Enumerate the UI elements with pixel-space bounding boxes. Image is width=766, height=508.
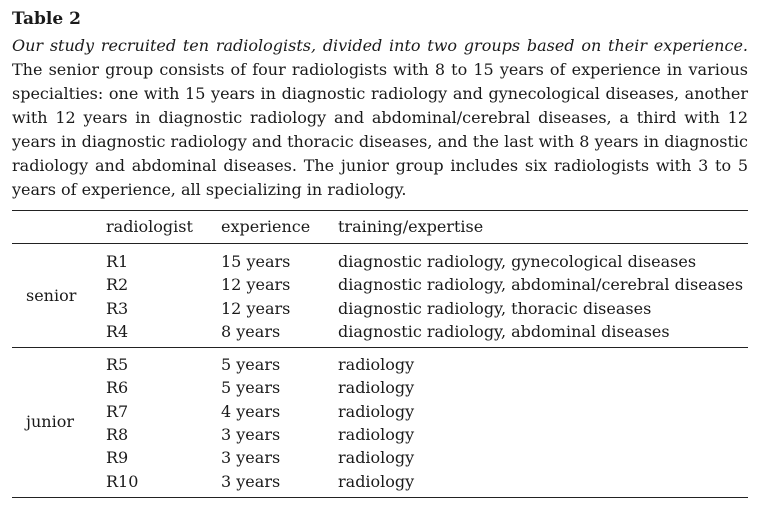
table-row-radiologist: R7 — [106, 402, 129, 421]
table-row-experience: 12 years — [221, 299, 291, 318]
table-row-experience: 8 years — [221, 322, 281, 341]
table-row-expertise: radiology — [338, 425, 415, 444]
table-row-radiologist: R5 — [106, 355, 129, 374]
table-row-experience: 12 years — [221, 275, 291, 294]
table-row-expertise: diagnostic radiology, abdominal diseases — [338, 322, 670, 341]
table-row-experience: 5 years — [221, 378, 281, 397]
group-separator-rule — [12, 347, 748, 348]
table-row-radiologist: R6 — [106, 378, 129, 397]
table-row-experience: 5 years — [221, 355, 281, 374]
table-row-expertise: diagnostic radiology, gynecological diseases — [338, 252, 697, 271]
group-label-senior: senior — [26, 286, 77, 305]
table-row-expertise: radiology — [338, 355, 415, 374]
table-row-expertise: radiology — [338, 448, 415, 467]
table-row-radiologist: R2 — [106, 275, 129, 294]
caption-lead: Our study recruited ten radiologists, divided into two groups based on their experience. — [12, 36, 748, 55]
table-row-expertise: diagnostic radiology, thoracic diseases — [338, 299, 652, 318]
table-row-expertise: radiology — [338, 472, 415, 491]
table-row-radiologist: R4 — [106, 322, 129, 341]
table-row-radiologist: R8 — [106, 425, 129, 444]
table-bottom-rule — [12, 497, 748, 498]
table-row-radiologist: R3 — [106, 299, 129, 318]
table-row-radiologist: R1 — [106, 252, 129, 271]
table-row-experience: 3 years — [221, 425, 281, 444]
column-header-expertise: training/expertise — [338, 217, 484, 236]
table-row-radiologist: R9 — [106, 448, 129, 467]
column-header-experience: experience — [221, 217, 311, 236]
table-title: Table 2 — [12, 9, 81, 29]
table-row-experience: 4 years — [221, 402, 281, 421]
table-row-experience: 3 years — [221, 448, 281, 467]
table-top-rule — [12, 210, 748, 211]
table-row-expertise: radiology — [338, 378, 415, 397]
table-row-experience: 15 years — [221, 252, 291, 271]
header-rule — [12, 243, 748, 244]
table-row-expertise: diagnostic radiology, abdominal/cerebral diseases — [338, 275, 744, 294]
group-label-junior: junior — [26, 412, 74, 431]
table-caption — [12, 34, 748, 202]
table-row-expertise: radiology — [338, 402, 415, 421]
table-row-radiologist: R10 — [106, 472, 139, 491]
caption-body: The senior group consists of four radiologists with 8 to 15 years of experience in various specialties: one with 15 years in diagnostic radiology and gynecological diseases, another with 12 years in diagnostic radiology and abdominal/cerebral diseases, a third with 12 years in diagnostic radiology and thoracic diseases, and the last with 8 years in diagnostic radiology and abdominal diseases. The junior group includes six radiologists with 3 to 5 years of experience, all specializing in radiology. — [12, 60, 748, 199]
column-header-radiologist: radiologist — [106, 217, 193, 236]
table-row-experience: 3 years — [221, 472, 281, 491]
